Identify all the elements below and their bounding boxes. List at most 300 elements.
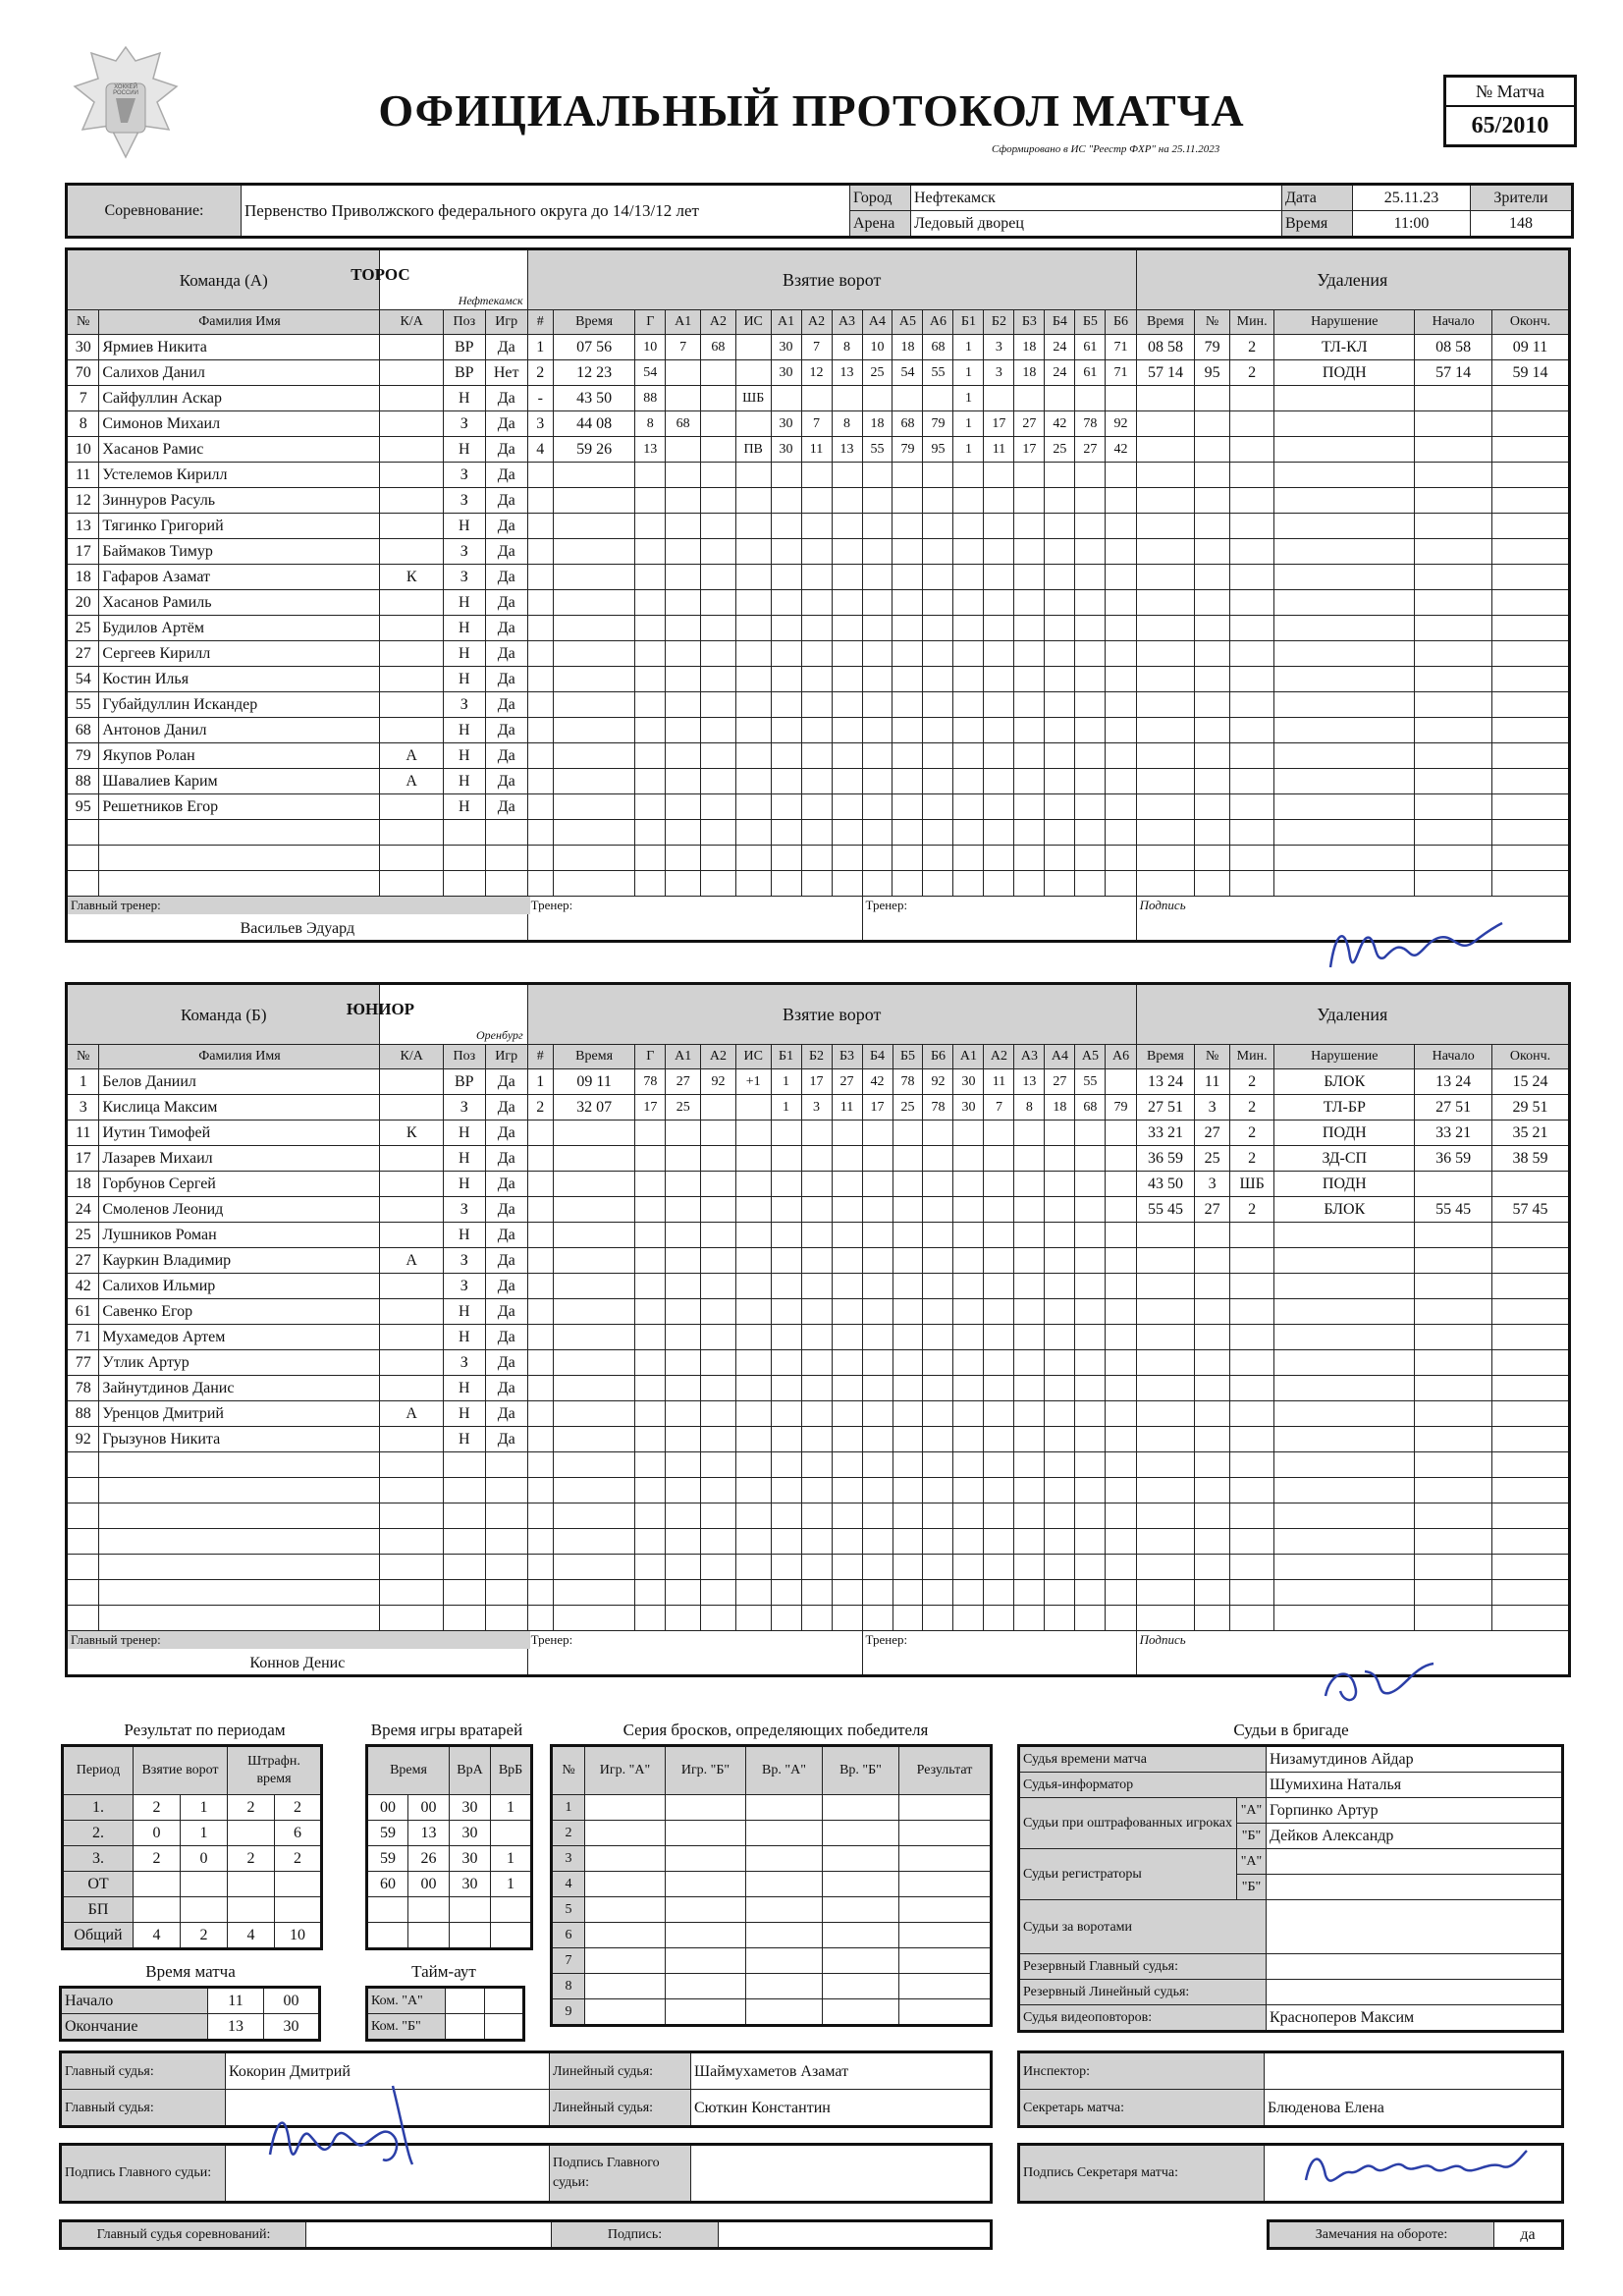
goalie-cell: 00 xyxy=(408,1795,450,1821)
pen-player: 27 xyxy=(1195,1121,1230,1146)
pen-start-min: 33 xyxy=(1435,1124,1452,1141)
player-name: Мухамедов Артем xyxy=(102,1329,226,1345)
player-row xyxy=(67,1274,1570,1299)
col-pos: Поз xyxy=(443,1045,485,1069)
player-pos: Н xyxy=(443,718,485,743)
period-cell: 2 xyxy=(275,1846,322,1872)
player-name-cell xyxy=(99,1069,380,1095)
player-play: Да xyxy=(485,794,527,820)
goal-cell: 8 xyxy=(832,335,862,360)
goals-col-header: Взятие ворот xyxy=(134,1746,228,1795)
period-cell xyxy=(181,1872,228,1897)
chief-label: Главный судья соревнований: xyxy=(61,2221,306,2249)
goal-cell: +1 xyxy=(735,1069,771,1095)
shootout-col-header: № xyxy=(552,1746,585,1795)
team-b-table xyxy=(65,982,1571,1677)
player-number: 17 xyxy=(67,539,99,565)
player-play: Да xyxy=(485,1401,527,1427)
player-pos: Н xyxy=(443,1146,485,1172)
player-pos: Н xyxy=(443,1299,485,1325)
goal-cell: 42 xyxy=(1106,437,1136,463)
shootout-col-header: Игр. "А" xyxy=(585,1746,666,1795)
period-cell: ОТ xyxy=(63,1872,134,1897)
player-row xyxy=(67,1299,1570,1325)
player-ka xyxy=(380,539,443,565)
pen-col-header: Нарушение xyxy=(1274,310,1415,335)
player-number: 25 xyxy=(67,616,99,641)
remarks-label: Замечания на обороте: xyxy=(1269,2221,1494,2249)
player-pos: Н xyxy=(443,386,485,411)
period-cell xyxy=(134,1897,181,1923)
player-pos: Н xyxy=(443,794,485,820)
player-pos: Н xyxy=(443,616,485,641)
goalie-cell: 30 xyxy=(450,1846,491,1872)
goal-cell: 18 xyxy=(862,411,893,437)
time-label: Время xyxy=(1282,211,1353,238)
goal-col-header: А6 xyxy=(923,310,953,335)
player-name-cell xyxy=(99,335,380,360)
goalie-cell xyxy=(408,1897,450,1923)
competition: Первенство Приволжского федерального округа до 14/13/12 лет xyxy=(242,185,850,238)
goalie-cell: 00 xyxy=(408,1872,450,1897)
col-name xyxy=(99,1045,380,1069)
line-ref-label: Линейный судья: xyxy=(550,2052,691,2090)
pen-col-header: Начало xyxy=(1415,1045,1492,1069)
player-row xyxy=(67,616,1570,641)
goal-time xyxy=(553,1095,634,1121)
goal-col-header: ИС xyxy=(735,1045,771,1069)
player-row xyxy=(67,718,1570,743)
goal-cell xyxy=(1106,1069,1136,1095)
timeout-a-label: Ком. "А" xyxy=(367,1988,446,2014)
goal-cell: 10 xyxy=(635,335,666,360)
player-row xyxy=(67,743,1570,769)
player-play: Да xyxy=(485,667,527,692)
reserve-main-label: Резервный Главный судья: xyxy=(1019,1954,1267,1980)
goal-cell: 8 xyxy=(635,411,666,437)
player-name: Кауркин Владимир xyxy=(102,1252,232,1269)
col-ka: К/А xyxy=(380,310,443,335)
coach-cell-2 xyxy=(862,897,1136,942)
shootout-row xyxy=(552,1795,992,1821)
pen-infraction: ПОДН xyxy=(1274,360,1415,386)
player-name: Лушников Роман xyxy=(102,1227,217,1243)
period-row xyxy=(63,1795,322,1821)
shootout-num: 1 xyxy=(552,1795,585,1821)
player-number: 11 xyxy=(67,1121,99,1146)
player-play: Да xyxy=(485,743,527,769)
player-name: Будилов Артём xyxy=(102,620,204,636)
goal-cell xyxy=(771,386,801,411)
player-ka xyxy=(380,1274,443,1299)
player-pos: Н xyxy=(443,1427,485,1452)
shootout-col-header: Игр. "Б" xyxy=(666,1746,746,1795)
goal-cell: 54 xyxy=(893,360,923,386)
start-label: Начало xyxy=(61,1988,208,2014)
goal-cell: 18 xyxy=(1045,1095,1075,1121)
goal-cell: 3 xyxy=(984,360,1014,386)
match-time-title: Время матча xyxy=(145,1962,236,1981)
pen-sec: 45 xyxy=(1166,1201,1183,1218)
goal-col-header: А2 xyxy=(701,310,736,335)
player-name: Устелемов Кирилл xyxy=(102,466,228,483)
player-name-cell xyxy=(99,1121,380,1146)
goal-cell: 95 xyxy=(923,437,953,463)
player-name-cell xyxy=(99,743,380,769)
player-name-cell xyxy=(99,1376,380,1401)
pen-col-header: Оконч. xyxy=(1492,1045,1570,1069)
goal-cell: 11 xyxy=(984,437,1014,463)
pen-start xyxy=(1415,1069,1492,1095)
player-play: Да xyxy=(485,641,527,667)
goal-cell: 1 xyxy=(771,1095,801,1121)
goal-cell: 68 xyxy=(666,411,701,437)
player-name-cell xyxy=(99,769,380,794)
goal-col-header: А1 xyxy=(953,1045,984,1069)
pen-infraction: ПОДН xyxy=(1274,1121,1415,1146)
goal-cell: 24 xyxy=(1045,360,1075,386)
goal-cell xyxy=(893,386,923,411)
coach-cell-1 xyxy=(527,1631,862,1676)
player-row xyxy=(67,1248,1570,1274)
goal-cell: 92 xyxy=(701,1069,736,1095)
player-play: Да xyxy=(485,1248,527,1274)
goalie-time-header: Время xyxy=(367,1746,450,1795)
shootout-col-header: Результат xyxy=(899,1746,992,1795)
goal-cell: 25 xyxy=(893,1095,923,1121)
goal-cell: 30 xyxy=(771,411,801,437)
goal-col-header: # xyxy=(527,1045,553,1069)
player-number: 20 xyxy=(67,590,99,616)
arena: Ледовый дворец xyxy=(911,211,1282,238)
player-play: Да xyxy=(485,1172,527,1197)
head-coach-cell xyxy=(67,897,528,942)
timekeeper-label: Судья времени матча xyxy=(1019,1746,1267,1773)
player-number: 7 xyxy=(67,386,99,411)
goal-cell: 68 xyxy=(923,335,953,360)
period-cell: 1 xyxy=(181,1821,228,1846)
pen-start-sec: 58 xyxy=(1455,339,1472,355)
player-ka: А xyxy=(380,743,443,769)
player-play: Да xyxy=(485,1223,527,1248)
goal-col-header: А5 xyxy=(1075,1045,1106,1069)
pen-minutes: 2 xyxy=(1230,1121,1274,1146)
player-row xyxy=(67,794,1570,820)
penbox-a: Горпинко Артур xyxy=(1267,1798,1563,1824)
date: 25.11.23 xyxy=(1353,185,1471,211)
goal-cell: 78 xyxy=(1075,411,1106,437)
player-ka xyxy=(380,1172,443,1197)
penbox-b-tag: "Б" xyxy=(1237,1824,1267,1849)
secretary: Блюденова Елена xyxy=(1265,2090,1563,2127)
player-number: 17 xyxy=(67,1146,99,1172)
player-row xyxy=(67,692,1570,718)
player-row xyxy=(67,1172,1570,1197)
goal-cell xyxy=(735,1095,771,1121)
col-num: № xyxy=(67,1045,99,1069)
team-a-table xyxy=(65,247,1571,943)
pen-start-min: 13 xyxy=(1435,1073,1452,1090)
goal-cell xyxy=(1014,386,1045,411)
penbox-label: Судьи при оштрафованных игроках xyxy=(1019,1798,1237,1849)
period-cell xyxy=(228,1897,275,1923)
city-label: Город xyxy=(850,185,911,211)
match-info-table xyxy=(65,183,1574,239)
goal-cell: 18 xyxy=(893,335,923,360)
shootout-num: 2 xyxy=(552,1821,585,1846)
goalie-cell xyxy=(491,1821,532,1846)
player-name-cell xyxy=(99,616,380,641)
goal-cell: 3 xyxy=(984,335,1014,360)
goal-col-header: А2 xyxy=(801,310,832,335)
player-pos: Н xyxy=(443,437,485,463)
team-city: Нефтекамск xyxy=(458,294,523,307)
goal-cell: 8 xyxy=(832,411,862,437)
goal-cell xyxy=(666,437,701,463)
pen-start-min: 36 xyxy=(1435,1150,1452,1167)
player-play: Да xyxy=(485,718,527,743)
signature-label: Подпись xyxy=(1139,898,1186,912)
player-name: Антонов Данил xyxy=(102,722,207,738)
player-number: 1 xyxy=(67,1069,99,1095)
player-row xyxy=(67,1325,1570,1350)
player-play: Да xyxy=(485,1325,527,1350)
goal-cell: 1 xyxy=(771,1069,801,1095)
spectators-label: Зрители xyxy=(1471,185,1573,211)
player-name: Салихов Ильмир xyxy=(102,1278,216,1294)
goal-col-header: А3 xyxy=(832,310,862,335)
main-ref-label: Главный судья: xyxy=(61,2052,226,2090)
player-ka xyxy=(380,386,443,411)
player-name-cell xyxy=(99,1350,380,1376)
coach-cell-2 xyxy=(862,1631,1136,1676)
player-name: Костин Илья xyxy=(102,671,189,687)
periods-table xyxy=(61,1744,323,1950)
period-cell: 1. xyxy=(63,1795,134,1821)
player-pos: З xyxy=(443,1274,485,1299)
player-ka xyxy=(380,1376,443,1401)
goal-cell xyxy=(701,437,736,463)
goals-header: Взятие ворот xyxy=(527,984,1136,1045)
goal-cell: 7 xyxy=(801,411,832,437)
goalie-cell xyxy=(450,1923,491,1949)
goal-col-header: ИС xyxy=(735,310,771,335)
goal-time xyxy=(553,437,634,463)
remarks: да xyxy=(1494,2221,1563,2249)
period-cell: 2. xyxy=(63,1821,134,1846)
coach-cell-1 xyxy=(527,897,862,942)
player-play: Да xyxy=(485,1427,527,1452)
line-ref-label-2: Линейный судья: xyxy=(550,2090,691,2127)
player-name-cell xyxy=(99,1146,380,1172)
goal-cell: 27 xyxy=(1075,437,1106,463)
goal-cell: 30 xyxy=(953,1069,984,1095)
player-name-cell xyxy=(99,718,380,743)
player-play: Да xyxy=(485,1299,527,1325)
signatures-table xyxy=(59,2143,993,2204)
goal-cell: 25 xyxy=(1045,437,1075,463)
player-number: 11 xyxy=(67,463,99,488)
match-number-label: № Матча xyxy=(1446,78,1574,107)
player-name: Белов Даниил xyxy=(102,1073,196,1090)
pen-col-header: Мин. xyxy=(1229,310,1273,335)
player-row xyxy=(67,1555,1570,1580)
pen-sec: 51 xyxy=(1166,1099,1183,1116)
goal-cell xyxy=(1075,386,1106,411)
end-label: Окончание xyxy=(61,2014,208,2041)
timekeeper: Низамутдинов Айдар xyxy=(1267,1746,1563,1773)
player-play: Да xyxy=(485,616,527,641)
goal-col-header: Б6 xyxy=(1106,310,1136,335)
player-name-cell xyxy=(99,1223,380,1248)
period-cell xyxy=(134,1872,181,1897)
goal-cell: 55 xyxy=(923,360,953,386)
head-coach: Васильев Эдуард xyxy=(240,920,355,937)
pen-col-header: Оконч. xyxy=(1492,310,1570,335)
player-row xyxy=(67,1223,1570,1248)
reserve-line-label: Резервный Линейный судья: xyxy=(1019,1980,1267,2005)
pen-start-min: 08 xyxy=(1435,339,1452,355)
player-ka xyxy=(380,590,443,616)
player-name-cell xyxy=(99,1172,380,1197)
timeout-table xyxy=(365,1986,525,2042)
pen-end-min: 09 xyxy=(1512,339,1529,355)
player-ka xyxy=(380,360,443,386)
pen-sec: 59 xyxy=(1166,1150,1183,1167)
period-row xyxy=(63,1897,322,1923)
pen-min: 08 xyxy=(1147,339,1163,355)
goalie-cell xyxy=(408,1923,450,1949)
period-cell xyxy=(275,1897,322,1923)
pen-end xyxy=(1492,1146,1570,1172)
inspector-label: Инспектор: xyxy=(1019,2052,1265,2090)
goal-no: 1 xyxy=(527,1069,553,1095)
player-ka xyxy=(380,718,443,743)
player-play: Да xyxy=(485,1146,527,1172)
player-name: Хасанов Рамиль xyxy=(102,594,212,611)
player-play: Да xyxy=(485,514,527,539)
shootout-num: 4 xyxy=(552,1872,585,1897)
goal-min: 44 xyxy=(576,415,593,432)
goal-min: 09 xyxy=(576,1073,593,1090)
shootout-row xyxy=(552,1974,992,1999)
goalie-cell xyxy=(367,1923,408,1949)
player-number: 25 xyxy=(67,1223,99,1248)
player-pos: Н xyxy=(443,1325,485,1350)
video-label: Судья видеоповторов: xyxy=(1019,2005,1267,2032)
goal-cell: 71 xyxy=(1106,335,1136,360)
goal-col-header: Б1 xyxy=(771,1045,801,1069)
player-number: 24 xyxy=(67,1197,99,1223)
goal-col-header: А1 xyxy=(666,1045,701,1069)
pen-end-sec: 11 xyxy=(1532,339,1548,355)
goal-cell: ШБ xyxy=(735,386,771,411)
goal-time xyxy=(553,386,634,411)
pen-minutes: 2 xyxy=(1230,1095,1274,1121)
pen-minutes: 2 xyxy=(1229,335,1273,360)
player-play: Да xyxy=(485,692,527,718)
pen-end-sec: 21 xyxy=(1532,1124,1548,1141)
goal-cell: 11 xyxy=(984,1069,1014,1095)
goalie-row xyxy=(367,1821,532,1846)
period-cell: 4 xyxy=(134,1923,181,1949)
goal-cell: 42 xyxy=(1045,411,1075,437)
period-cell: 2 xyxy=(181,1923,228,1949)
player-name-cell xyxy=(99,463,380,488)
player-name-cell xyxy=(99,539,380,565)
city: Нефтекамск xyxy=(911,185,1282,211)
chief-table xyxy=(59,2219,993,2250)
player-pos: Н xyxy=(443,667,485,692)
goal-col-header: А6 xyxy=(1106,1045,1136,1069)
player-ka xyxy=(380,488,443,514)
player-ka: А xyxy=(380,769,443,794)
player-name-cell xyxy=(99,794,380,820)
period-cell: 1 xyxy=(181,1795,228,1821)
goal-col-header: Г xyxy=(635,1045,666,1069)
goal-cell: 61 xyxy=(1075,335,1106,360)
goal-cell: 79 xyxy=(893,437,923,463)
pen-min: 33 xyxy=(1147,1124,1163,1141)
period-cell xyxy=(275,1872,322,1897)
player-name: Горбунов Сергей xyxy=(102,1175,216,1192)
goal-sec: 08 xyxy=(596,415,613,432)
goalie-cell: 1 xyxy=(491,1872,532,1897)
main-ref-1: Кокорин Дмитрий xyxy=(226,2052,550,2090)
player-number: 77 xyxy=(67,1350,99,1376)
goal-cell: 92 xyxy=(923,1069,953,1095)
goal-cell: 7 xyxy=(801,335,832,360)
goal-sec: 11 xyxy=(596,1073,612,1090)
coach-label: Тренер: xyxy=(530,898,573,912)
sign-label: Подпись: xyxy=(552,2221,719,2249)
player-ka xyxy=(380,692,443,718)
player-row xyxy=(67,1121,1570,1146)
player-row xyxy=(67,1146,1570,1172)
goal-cell: 1 xyxy=(953,360,984,386)
player-name-cell xyxy=(99,411,380,437)
player-number: 27 xyxy=(67,641,99,667)
team-name: ЮНИОР xyxy=(346,1000,415,1018)
player-play: Да xyxy=(485,1121,527,1146)
goal-cell xyxy=(862,386,893,411)
period-cell: БП xyxy=(63,1897,134,1923)
pen-start xyxy=(1415,1121,1492,1146)
start-hour: 11 xyxy=(208,1988,264,2014)
goal-col-header: А5 xyxy=(893,310,923,335)
player-play: Да xyxy=(485,463,527,488)
player-pos: ВР xyxy=(443,335,485,360)
shootout-col-header: Вр. "Б" xyxy=(823,1746,899,1795)
goal-cell: 55 xyxy=(1075,1069,1106,1095)
col-name-text: Фамилия Имя xyxy=(198,1049,281,1064)
player-pos: Н xyxy=(443,743,485,769)
goal-col-header: А4 xyxy=(1045,1045,1075,1069)
goal-col-header: Время xyxy=(553,1045,634,1069)
player-name: Салихов Данил xyxy=(102,364,205,381)
goal-cell: 27 xyxy=(1014,411,1045,437)
pen-start xyxy=(1415,1146,1492,1172)
goal-cell: 1 xyxy=(953,437,984,463)
pen-end-min: 35 xyxy=(1512,1124,1529,1141)
pen-min: 57 xyxy=(1147,364,1163,381)
player-row xyxy=(67,1376,1570,1401)
remarks-table xyxy=(1267,2219,1564,2250)
goal-cell xyxy=(666,360,701,386)
team-city: Оренбург xyxy=(476,1028,523,1042)
logo-text: ХОККЕЙ РОССИИ xyxy=(113,84,138,96)
goalie-row xyxy=(367,1923,532,1949)
